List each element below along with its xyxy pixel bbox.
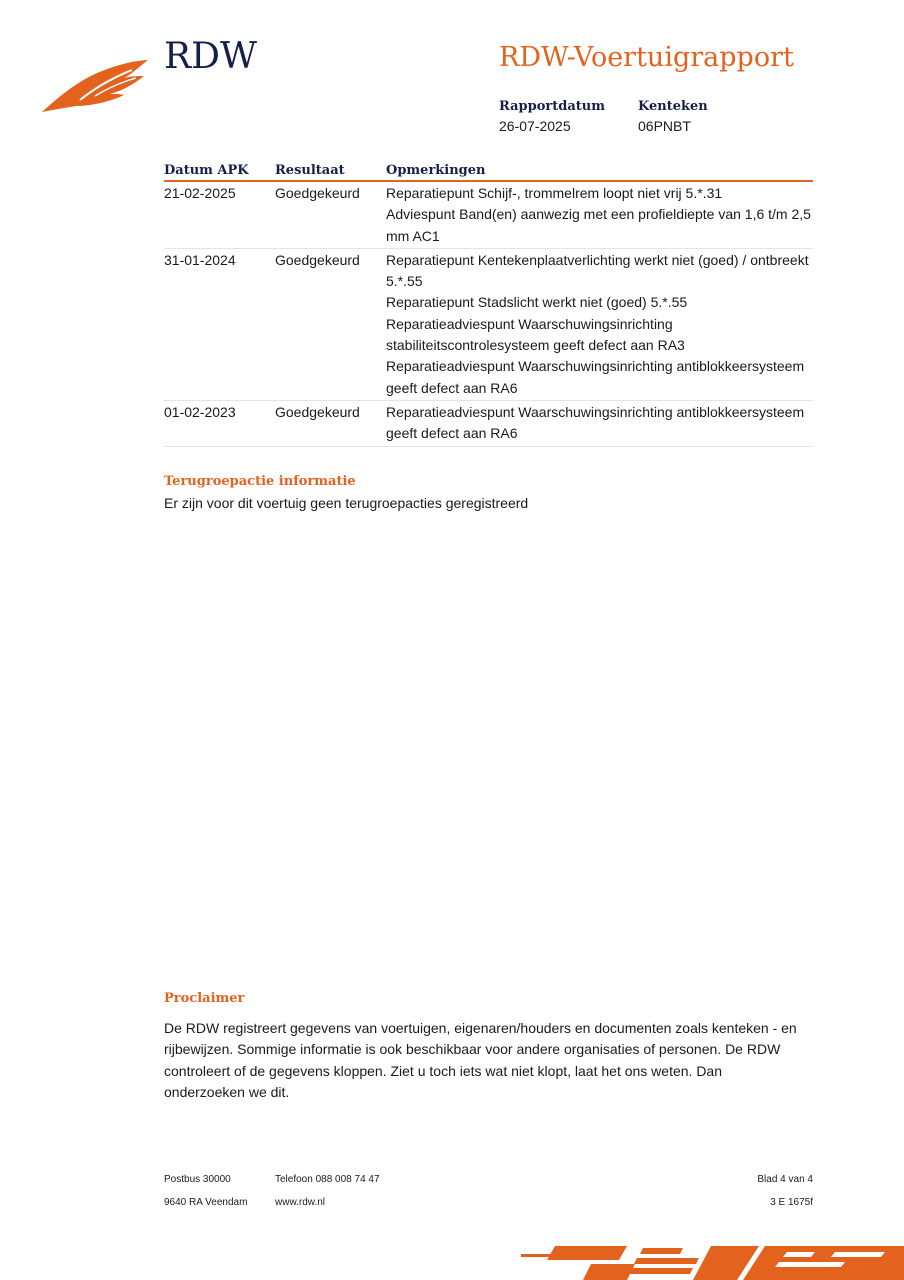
column-header-remarks: Opmerkingen [386, 160, 813, 181]
apk-remarks [386, 248, 813, 400]
apk-result: Goedgekeurd [275, 181, 386, 248]
remark-item: Reparatieadviespunt Waarschuwingsinrichting stabiliteitscontrolesysteem geeft defect aan RA3 [386, 315, 685, 354]
footer-phone: Telefoon 088 008 74 47 [275, 1174, 380, 1185]
remark-item: Reparatieadviespunt Waarschuwingsinrichting antiblokkeersysteem geeft defect aan RA6 [386, 403, 805, 442]
report-date-value: 26-07-2025 [499, 118, 571, 134]
report-date-label: Rapportdatum [499, 99, 605, 114]
table-row [164, 248, 813, 400]
rdw-feather-logo-icon [40, 56, 152, 116]
proclaimer-text: De RDW registreert gegevens van voertuigen, eigenaren/houders en documenten zoals kenteken - en rijbewijzen. Sommige informatie is ook beschikbaar voor andere organisaties of personen. De RDW controleert of de gegevens kloppen. Ziet u toch iets wat niet klopt, laat het ons weten. Dan onderzoeken we dit. [164, 1020, 797, 1100]
footer-website: www.rdw.nl [275, 1197, 326, 1208]
remark-item: Reparatiepunt Schijf-, trommelrem loopt niet vrij 5.*.31 [386, 185, 723, 201]
apk-remarks [386, 400, 813, 446]
apk-date: 01-02-2023 [164, 400, 275, 446]
footer-page-number: Blad 4 van 4 [757, 1174, 813, 1185]
apk-result: Goedgekeurd [275, 400, 386, 446]
logo-text: RDW [164, 36, 257, 77]
apk-result: Goedgekeurd [275, 248, 386, 400]
recall-title: Terugroepactie informatie [164, 474, 356, 489]
plate-value: 06PNBT [638, 118, 691, 134]
table-row [164, 181, 813, 248]
proclaimer-title: Proclaimer [164, 991, 245, 1006]
report-title: RDW-Voertuigrapport [499, 42, 794, 73]
apk-date: 31-01-2024 [164, 248, 275, 400]
footer-address-line2: 9640 RA Veendam [164, 1197, 248, 1208]
table-row [164, 400, 813, 446]
footer-code: 3 E 1675f [770, 1197, 813, 1208]
remark-item: Reparatiepunt Stadslicht werkt niet (goed) 5.*.55 [386, 294, 688, 311]
apk-remarks [386, 181, 813, 248]
plate-label: Kenteken [638, 99, 708, 114]
column-header-date: Datum APK [164, 160, 275, 181]
decorative-stripes-icon [515, 1242, 904, 1280]
remark-item: Adviespunt Band(en) aanwezig met een profieldiepte van 1,6 t/m 2,5 mm AC1 [386, 206, 811, 244]
apk-table [164, 160, 813, 447]
apk-date: 21-02-2025 [164, 181, 275, 248]
remark-item: Reparatiepunt Kentekenplaatverlichting werkt niet (goed) / ontbreekt 5.*.55 [386, 251, 809, 290]
column-header-result: Resultaat [275, 160, 386, 181]
recall-text: Er zijn voor dit voertuig geen terugroepacties geregistreerd [164, 495, 529, 511]
remark-item: Reparatieadviespunt Waarschuwingsinrichting antiblokkeersysteem geeft defect aan RA6 [386, 358, 805, 396]
footer-address-line1: Postbus 30000 [164, 1174, 231, 1185]
apk-table-header [164, 160, 813, 181]
